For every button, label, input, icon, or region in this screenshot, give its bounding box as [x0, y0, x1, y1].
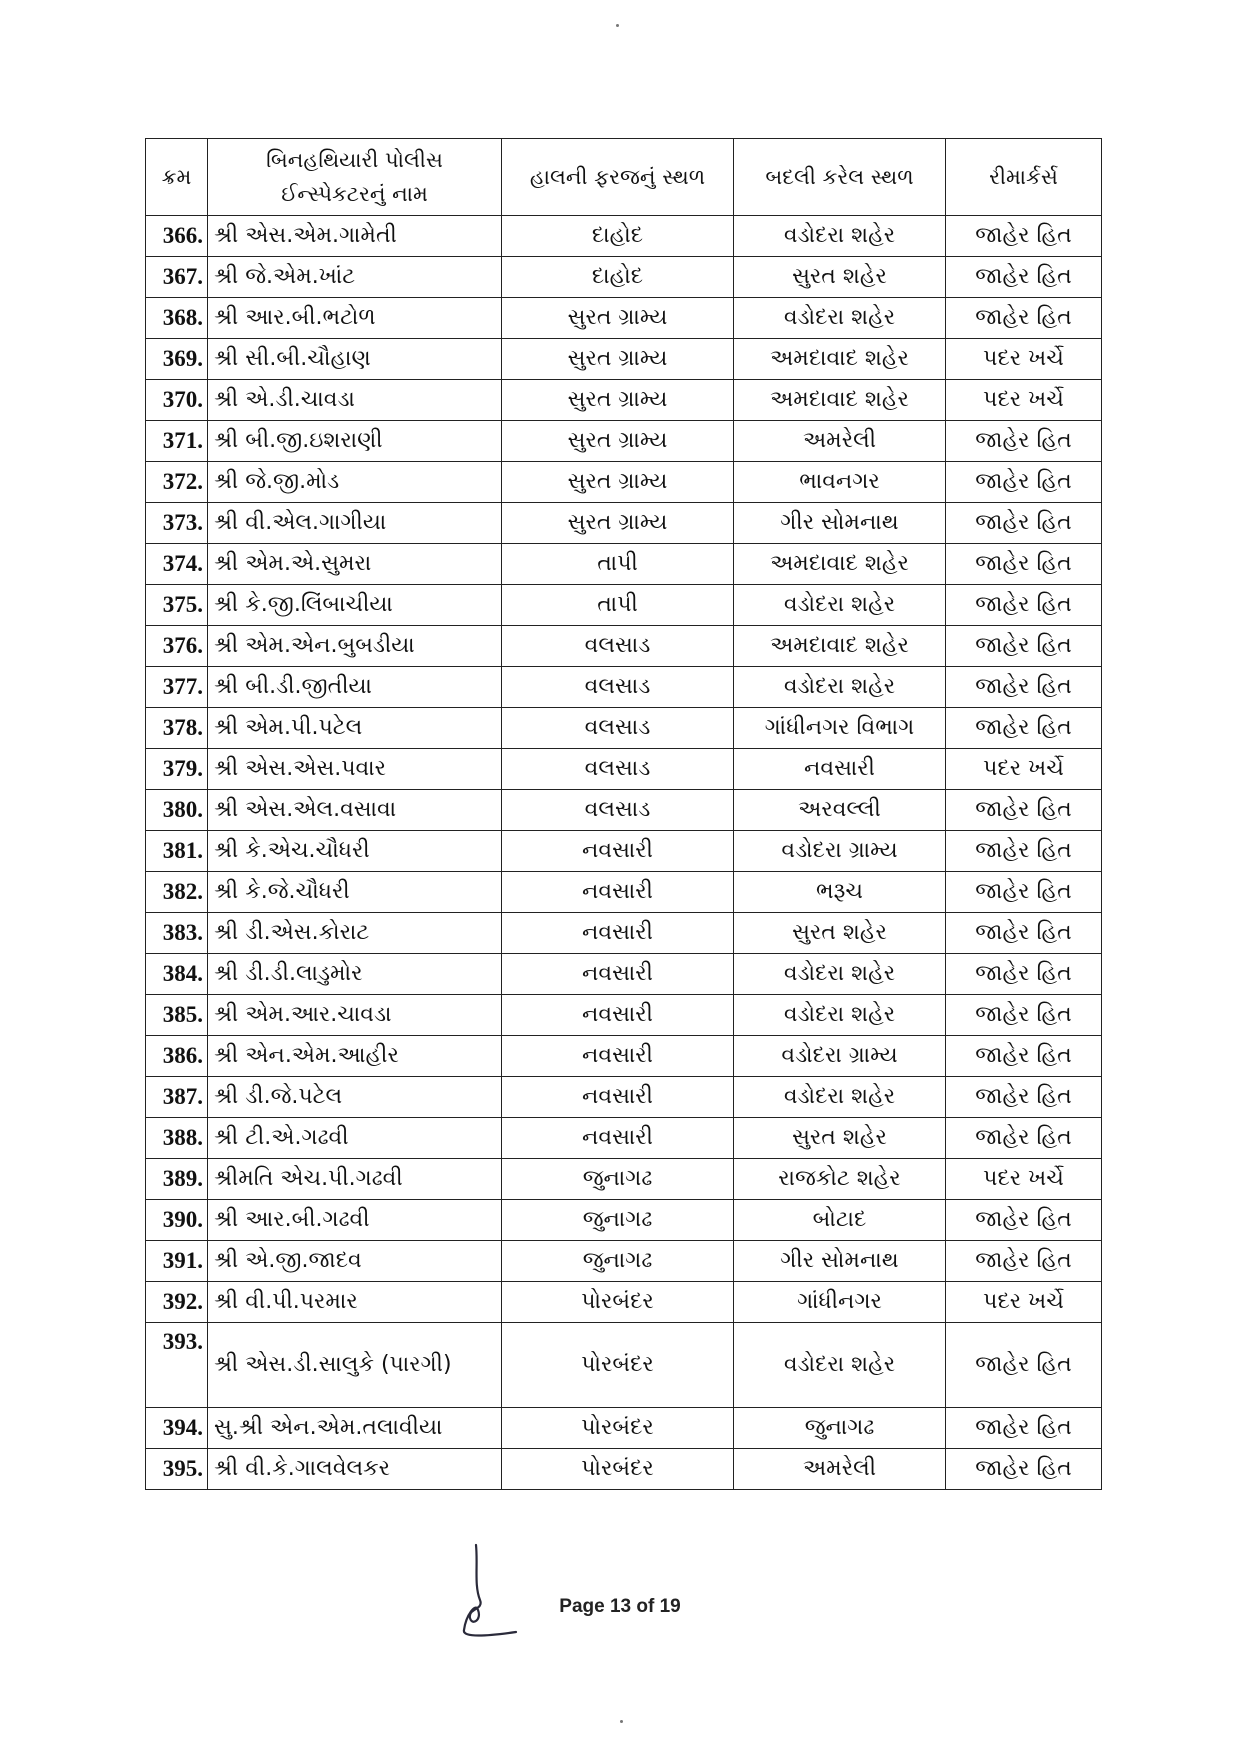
remark-cell: જાહેર હિત: [946, 954, 1102, 995]
table-row: [146, 913, 1102, 954]
table-row: [146, 462, 1102, 503]
table-row: [146, 1408, 1102, 1449]
name-cell: શ્રી એમ.આર.ચાવડા: [208, 995, 502, 1036]
remark-cell: જાહેર હિત: [946, 790, 1102, 831]
transfer-post-cell: વડોદરા શહેર: [734, 995, 946, 1036]
transfer-post-cell: વડોદરા શહેર: [734, 298, 946, 339]
remark-cell: જાહેર હિત: [946, 708, 1102, 749]
current-post-cell: સુરત ગ્રામ્ય: [502, 503, 734, 544]
current-post-cell: વલસાડ: [502, 667, 734, 708]
current-post-cell: તાપી: [502, 585, 734, 626]
transfer-post-cell: વડોદરા શહેર: [734, 216, 946, 257]
table-row: [146, 626, 1102, 667]
serial-cell: 389.: [146, 1159, 208, 1200]
remark-cell: પદર ખર્ચે: [946, 749, 1102, 790]
table-row: [146, 831, 1102, 872]
remark-cell: પદર ખર્ચે: [946, 380, 1102, 421]
remark-cell: જાહેર હિત: [946, 216, 1102, 257]
current-post-cell: વલસાડ: [502, 708, 734, 749]
scan-speck: [620, 1720, 623, 1723]
transfer-post-cell: વડોદરા શહેર: [734, 667, 946, 708]
transfer-post-cell: રાજકોટ શહેર: [734, 1159, 946, 1200]
serial-cell: 395.: [146, 1449, 208, 1490]
transfer-post-cell: ગાંધીનગર વિભાગ: [734, 708, 946, 749]
current-post-cell: નવસારી: [502, 954, 734, 995]
name-cell: શ્રી જે.જી.મોડ: [208, 462, 502, 503]
current-post-cell: જુનાગઢ: [502, 1241, 734, 1282]
serial-cell: 391.: [146, 1241, 208, 1282]
name-cell: શ્રી આર.બી.ગઢવી: [208, 1200, 502, 1241]
table-row: [146, 585, 1102, 626]
serial-cell: 376.: [146, 626, 208, 667]
remark-cell: જાહેર હિત: [946, 503, 1102, 544]
current-post-cell: નવસારી: [502, 831, 734, 872]
table-row: [146, 749, 1102, 790]
remark-cell: જાહેર હિત: [946, 667, 1102, 708]
serial-cell: 386.: [146, 1036, 208, 1077]
transfer-post-cell: વડોદરા શહેર: [734, 585, 946, 626]
name-cell: શ્રી એસ.એલ.વસાવા: [208, 790, 502, 831]
table-row: [146, 339, 1102, 380]
name-cell: શ્રી કે.જે.ચૌધરી: [208, 872, 502, 913]
transfer-post-cell: વડોદરા શહેર: [734, 1323, 946, 1408]
serial-cell: 382.: [146, 872, 208, 913]
table-row: [146, 790, 1102, 831]
remark-cell: જાહેર હિત: [946, 1449, 1102, 1490]
remark-cell: જાહેર હિત: [946, 544, 1102, 585]
header-name: બિનહથિયારી પોલીસ ઈન્સ્પેકટરનું નામ: [208, 139, 502, 216]
table-row: [146, 216, 1102, 257]
table-row: [146, 1118, 1102, 1159]
serial-cell: 379.: [146, 749, 208, 790]
remark-cell: જાહેર હિત: [946, 1241, 1102, 1282]
header-transfer-post: બદલી કરેલ સ્થળ: [734, 139, 946, 216]
remark-cell: જાહેર હિત: [946, 257, 1102, 298]
transfer-post-cell: વડોદરા શહેર: [734, 1077, 946, 1118]
name-cell: શ્રી એ.જી.જાદવ: [208, 1241, 502, 1282]
table-row: [146, 421, 1102, 462]
remark-cell: જાહેર હિત: [946, 1200, 1102, 1241]
current-post-cell: વલસાડ: [502, 790, 734, 831]
name-cell: શ્રી ડી.ડી.લાડુમોર: [208, 954, 502, 995]
signature-mark: [458, 1540, 528, 1650]
remark-cell: જાહેર હિત: [946, 1408, 1102, 1449]
name-cell: શ્રી ડી.એસ.કોરાટ: [208, 913, 502, 954]
serial-cell: 367.: [146, 257, 208, 298]
table-row: [146, 503, 1102, 544]
remark-cell: જાહેર હિત: [946, 1077, 1102, 1118]
current-post-cell: દાહોદ: [502, 216, 734, 257]
transfer-post-cell: અમદાવાદ શહેર: [734, 339, 946, 380]
serial-cell: 373.: [146, 503, 208, 544]
remark-cell: જાહેર હિત: [946, 298, 1102, 339]
remark-cell: જાહેર હિત: [946, 1323, 1102, 1408]
scan-speck: [616, 24, 619, 27]
table-row: [146, 1282, 1102, 1323]
transfer-post-cell: અરવલ્લી: [734, 790, 946, 831]
remark-cell: જાહેર હિત: [946, 462, 1102, 503]
transfer-post-cell: વડોદરા ગ્રામ્ય: [734, 831, 946, 872]
table-header-row: [146, 139, 1102, 216]
table-row: [146, 1036, 1102, 1077]
remark-cell: જાહેર હિત: [946, 872, 1102, 913]
remark-cell: જાહેર હિત: [946, 626, 1102, 667]
remark-cell: જાહેર હિત: [946, 831, 1102, 872]
serial-cell: 366.: [146, 216, 208, 257]
name-cell: શ્રી જે.એમ.ખાંટ: [208, 257, 502, 298]
name-cell: શ્રી એમ.પી.પટેલ: [208, 708, 502, 749]
serial-cell: 375.: [146, 585, 208, 626]
table-row: [146, 1077, 1102, 1118]
transfer-post-cell: અમરેલી: [734, 1449, 946, 1490]
serial-cell: 383.: [146, 913, 208, 954]
remark-cell: જાહેર હિત: [946, 913, 1102, 954]
current-post-cell: નવસારી: [502, 995, 734, 1036]
transfer-post-cell: ગાંધીનગર: [734, 1282, 946, 1323]
serial-cell: 371.: [146, 421, 208, 462]
name-cell: શ્રી બી.ડી.જીતીયા: [208, 667, 502, 708]
table-row: [146, 954, 1102, 995]
name-cell: શ્રી વી.પી.પરમાર: [208, 1282, 502, 1323]
serial-cell: 372.: [146, 462, 208, 503]
serial-cell: 377.: [146, 667, 208, 708]
serial-cell: 393.: [146, 1323, 208, 1408]
transfer-post-cell: ગીર સોમનાથ: [734, 503, 946, 544]
table-row: [146, 1159, 1102, 1200]
transfer-post-cell: સુરત શહેર: [734, 1118, 946, 1159]
name-cell: શ્રી એમ.એન.બુબડીયા: [208, 626, 502, 667]
table-row: [146, 544, 1102, 585]
table-row: [146, 708, 1102, 749]
current-post-cell: નવસારી: [502, 913, 734, 954]
remark-cell: જાહેર હિત: [946, 995, 1102, 1036]
current-post-cell: સુરત ગ્રામ્ય: [502, 339, 734, 380]
serial-cell: 374.: [146, 544, 208, 585]
current-post-cell: પોરબંદર: [502, 1282, 734, 1323]
serial-cell: 392.: [146, 1282, 208, 1323]
remark-cell: જાહેર હિત: [946, 1118, 1102, 1159]
transfer-post-cell: બોટાદ: [734, 1200, 946, 1241]
table-row: [146, 1323, 1102, 1408]
current-post-cell: સુરત ગ્રામ્ય: [502, 421, 734, 462]
serial-cell: 385.: [146, 995, 208, 1036]
serial-cell: 381.: [146, 831, 208, 872]
table-body: [146, 216, 1102, 1490]
transfer-post-cell: અમદાવાદ શહેર: [734, 544, 946, 585]
page-number: Page 13 of 19: [559, 1596, 681, 1617]
serial-cell: 368.: [146, 298, 208, 339]
current-post-cell: પોરબંદર: [502, 1408, 734, 1449]
transfer-post-cell: ભરૂચ: [734, 872, 946, 913]
transfer-post-cell: અમદાવાદ શહેર: [734, 380, 946, 421]
serial-cell: 388.: [146, 1118, 208, 1159]
transfer-post-cell: જુનાગઢ: [734, 1408, 946, 1449]
remark-cell: જાહેર હિત: [946, 421, 1102, 462]
remark-cell: પદર ખર્ચે: [946, 1282, 1102, 1323]
name-cell: શ્રી સી.બી.ચૌહાણ: [208, 339, 502, 380]
remark-cell: પદર ખર્ચે: [946, 1159, 1102, 1200]
header-remarks: રીમાર્કર્સ: [946, 139, 1102, 216]
current-post-cell: પોરબંદર: [502, 1323, 734, 1408]
name-cell: શ્રીમતિ એચ.પી.ગઢવી: [208, 1159, 502, 1200]
current-post-cell: સુરત ગ્રામ્ય: [502, 462, 734, 503]
serial-cell: 390.: [146, 1200, 208, 1241]
table-row: [146, 1200, 1102, 1241]
name-cell: શ્રી એ.ડી.ચાવડા: [208, 380, 502, 421]
current-post-cell: જુનાગઢ: [502, 1200, 734, 1241]
serial-cell: 384.: [146, 954, 208, 995]
serial-cell: 380.: [146, 790, 208, 831]
header-current-post: હાલની ફરજનું સ્થળ: [502, 139, 734, 216]
table-row: [146, 298, 1102, 339]
table-row: [146, 667, 1102, 708]
serial-cell: 370.: [146, 380, 208, 421]
current-post-cell: સુરત ગ્રામ્ય: [502, 298, 734, 339]
name-cell: શ્રી બી.જી.ઇશરાણી: [208, 421, 502, 462]
transfer-post-cell: વડોદરા ગ્રામ્ય: [734, 1036, 946, 1077]
name-cell: શ્રી એસ.એસ.પવાર: [208, 749, 502, 790]
table-row: [146, 995, 1102, 1036]
current-post-cell: તાપી: [502, 544, 734, 585]
name-cell: શ્રી વી.કે.ગાલવેલકર: [208, 1449, 502, 1490]
serial-cell: 378.: [146, 708, 208, 749]
transfer-post-cell: નવસારી: [734, 749, 946, 790]
name-cell: શ્રી એસ.એમ.ગામેતી: [208, 216, 502, 257]
remark-cell: જાહેર હિત: [946, 585, 1102, 626]
current-post-cell: નવસારી: [502, 1077, 734, 1118]
transfer-post-cell: ગીર સોમનાથ: [734, 1241, 946, 1282]
transfer-post-cell: ભાવનગર: [734, 462, 946, 503]
transfer-post-cell: સુરત શહેર: [734, 913, 946, 954]
current-post-cell: જુનાગઢ: [502, 1159, 734, 1200]
serial-cell: 369.: [146, 339, 208, 380]
name-cell: શ્રી ટી.એ.ગઢવી: [208, 1118, 502, 1159]
current-post-cell: વલસાડ: [502, 626, 734, 667]
name-cell: શ્રી કે.એચ.ચૌધરી: [208, 831, 502, 872]
current-post-cell: નવસારી: [502, 1118, 734, 1159]
transfer-post-cell: અમરેલી: [734, 421, 946, 462]
remark-cell: જાહેર હિત: [946, 1036, 1102, 1077]
remark-cell: પદર ખર્ચે: [946, 339, 1102, 380]
name-cell: શ્રી આર.બી.ભટોળ: [208, 298, 502, 339]
transfer-post-cell: સુરત શહેર: [734, 257, 946, 298]
table-row: [146, 257, 1102, 298]
table-row: [146, 1449, 1102, 1490]
current-post-cell: નવસારી: [502, 1036, 734, 1077]
name-cell: શ્રી કે.જી.લિંબાચીયા: [208, 585, 502, 626]
serial-cell: 387.: [146, 1077, 208, 1118]
transfer-post-cell: વડોદરા શહેર: [734, 954, 946, 995]
table-row: [146, 380, 1102, 421]
serial-cell: 394.: [146, 1408, 208, 1449]
name-cell: સુ.શ્રી એન.એમ.તલાવીયા: [208, 1408, 502, 1449]
name-cell: શ્રી એન.એમ.આહીર: [208, 1036, 502, 1077]
current-post-cell: પોરબંદર: [502, 1449, 734, 1490]
name-cell: શ્રી એમ.એ.સુમરા: [208, 544, 502, 585]
name-cell: શ્રી ડી.જે.પટેલ: [208, 1077, 502, 1118]
current-post-cell: દાહોદ: [502, 257, 734, 298]
current-post-cell: સુરત ગ્રામ્ય: [502, 380, 734, 421]
table-row: [146, 1241, 1102, 1282]
transfer-post-cell: અમદાવાદ શહેર: [734, 626, 946, 667]
name-cell: શ્રી એસ.ડી.સાલુકે (પારગી): [208, 1323, 502, 1408]
header-serial: ક્રમ: [146, 139, 208, 216]
transfer-table: [145, 138, 1102, 1490]
current-post-cell: નવસારી: [502, 872, 734, 913]
name-cell: શ્રી વી.એલ.ગાગીયા: [208, 503, 502, 544]
table-row: [146, 872, 1102, 913]
current-post-cell: વલસાડ: [502, 749, 734, 790]
